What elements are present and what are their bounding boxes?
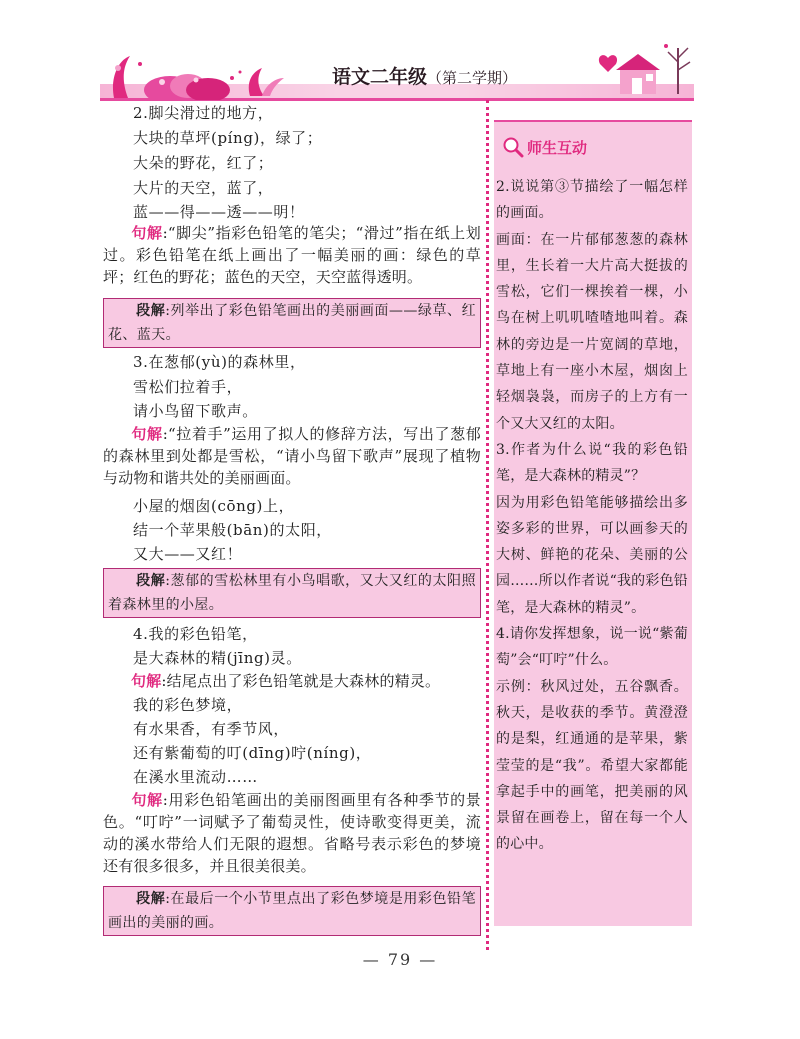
stanza4-line5: 还有紫葡萄的叮(dīng)咛(níng)， — [133, 744, 372, 762]
sentence-note-text: :“脚尖”指彩色铅笔的笔尖；“滑过”指在纸上划过。彩色铅笔在纸上画出了一幅美丽的画：绿色的草坪；红色的野花；蓝色的天空，天空蓝得透明。 — [103, 224, 481, 286]
stanza2-line3: 大朵的野花，红了； — [133, 154, 274, 172]
stanza4-line2: 是大森林的精(jīng)灵。 — [133, 649, 302, 667]
stanza3-line6: 又大——又红！ — [133, 545, 243, 563]
question-4: 4.请你发挥想象，说一说“紫葡萄”会“叮咛”什么。 — [496, 626, 688, 669]
sentence-note-label: 句解 — [131, 791, 163, 809]
stanza3-line1: 3.在葱郁(yù)的森林里， — [133, 353, 306, 371]
stanza4-line4: 有水果香，有季节风， — [133, 720, 290, 738]
stanza4-line6: 在溪水里流动…… — [133, 768, 258, 786]
header-right-decoration — [590, 38, 694, 100]
stanza3-line5: 结一个苹果般(bān)的太阳， — [133, 521, 332, 539]
page-number: — 79 — — [362, 950, 438, 969]
paragraph-note-text: :列举出了彩色铅笔画出的美丽画面——绿草、红花、蓝天。 — [108, 303, 476, 343]
paragraph-note-label: 段解 — [136, 303, 166, 319]
sentence-note-label: 句解 — [131, 672, 162, 690]
answer-4: 示例：秋风过处，五谷飘香。秋天，是收获的季节。黄澄澄的是梨，红通通的是苹果，紫莹莹的是“我”。希望大家都能拿起手中的画笔，把美丽的风景留在画卷上，留在每一个人的心中。 — [496, 678, 688, 853]
sentence-note-label: 句解 — [131, 425, 163, 443]
question-2: 2.说说第③节描绘了一幅怎样的画面。 — [496, 179, 688, 222]
paragraph-note-text: :葱郁的雪松林里有小鸟唱歌，又大又红的太阳照着森林里的小屋。 — [108, 573, 476, 613]
panel-body — [496, 174, 688, 858]
paragraph-note-box-3 — [103, 886, 481, 936]
stanza3-line4: 小屋的烟囱(cōng)上， — [133, 497, 295, 515]
sentence-note-text: :结尾点出了彩色铅笔就是大森林的精灵。 — [161, 672, 441, 690]
paragraph-note-label: 段解 — [136, 891, 166, 907]
stanza3-line2: 雪松们拉着手， — [133, 378, 243, 396]
stanza2-line2: 大块的草坪(píng)，绿了； — [133, 129, 323, 147]
paragraph-note-text: :在最后一个小节里点出了彩色梦境是用彩色铅笔画出的美丽的画。 — [108, 891, 476, 931]
column-divider — [486, 100, 489, 950]
page-header — [100, 38, 694, 102]
stanza2-line1: 2.脚尖滑过的地方， — [133, 104, 274, 122]
stanza2-line4: 大片的天空，蓝了， — [133, 179, 274, 197]
header-title — [332, 62, 517, 90]
paragraph-note-box-2 — [103, 568, 481, 618]
sentence-note-text: :“拉着手”运用了拟人的修辞方法，写出了葱郁的森林里到处都是雪松，“请小鸟留下歌声”展现了植物与动物和谐共处的美丽画面。 — [103, 425, 481, 487]
stanza3-line3: 请小鸟留下歌声。 — [133, 402, 258, 420]
stanza4-line1: 4.我的彩色铅笔， — [133, 625, 258, 643]
stanza4-line3: 我的彩色梦境， — [133, 696, 243, 714]
answer-3: 因为用彩色铅笔能够描绘出多姿多彩的世界，可以画参天的大树、鲜艳的花朵、美丽的公园……所以作者说“我的彩色铅笔，是大森林的精灵”。 — [496, 494, 688, 616]
sentence-note-label: 句解 — [131, 224, 163, 242]
sentence-note-text: :用彩色铅笔画出的美丽图画里有各种季节的景色。“叮咛”一词赋予了葡萄灵性，使诗歌变得更美，流动的溪水带给人们无限的遐想。省略号表示彩色的梦境还有很多很多，并且很美很美。 — [103, 791, 481, 875]
sentence-note-3 — [103, 670, 481, 692]
answer-2: 画面：在一片郁郁葱葱的森林里，生长着一大片高大挺拔的雪松，它们一棵挨着一棵，小鸟在树上叽叽喳喳地叫着。森林的旁边是一片宽阔的草地，草地上有一座小木屋，烟囱上轻烟袅袅，而房子的上方有一个又大又红的太阳。 — [496, 231, 688, 432]
paragraph-note-box-1 — [103, 298, 481, 348]
header-left-decoration — [100, 38, 300, 100]
question-3: 3.作者为什么说“我的彩色铅笔，是大森林的精灵”？ — [496, 441, 688, 485]
book-term: （第二学期） — [427, 69, 518, 87]
magnifier-icon — [502, 136, 524, 158]
sentence-note-1 — [103, 222, 481, 288]
sentence-note-4 — [103, 789, 481, 877]
sentence-note-2 — [103, 423, 481, 489]
paragraph-note-label: 段解 — [136, 573, 166, 589]
teacher-student-panel — [494, 120, 692, 926]
panel-heading — [502, 136, 587, 162]
panel-heading-text: 师生互动 — [527, 139, 588, 157]
stanza2-line5: 蓝——得——透——明！ — [133, 203, 305, 221]
book-title: 语文二年级 — [332, 66, 428, 88]
